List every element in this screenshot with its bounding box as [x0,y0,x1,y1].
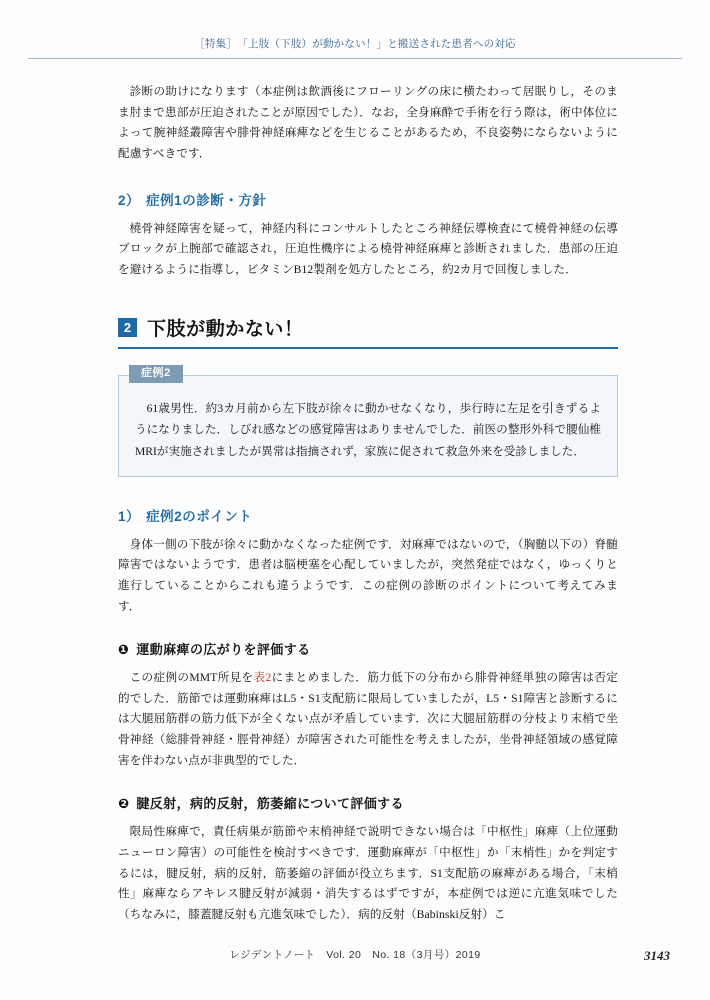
case2-tab-label: 症例2 [129,365,183,383]
section-heading-lower-limb [118,314,618,349]
bullet-marker-1: ❶ [118,642,130,658]
table-reference-link[interactable]: 表2 [253,671,272,685]
case2-box [118,367,618,476]
bullet-marker-2: ❷ [118,796,130,812]
page-footer [0,947,710,962]
heading-case2-title: 症例2のポイント [146,508,253,524]
journal-citation: レジデントノート Vol. 20 No. 18（3月号）2019 [229,949,481,961]
intro-paragraph: 診断の助けになります（本症例は飲酒後にフローリングの床に横たわって居眠りし，そのまま肘まで患部が圧迫されたことが原因でした）．なお，全身麻酔で手術を行う際は，術中体位によって腕神経叢障害や腓骨神経麻痺などを生じることがあるため，不良姿勢にならないように配慮すべきです． [118,85,618,160]
bullet-paragraph-1 [118,668,618,771]
heading-case1-title: 症例1の診断・方針 [146,192,267,208]
case1-diagnosis-paragraph: 橈骨神経障害を疑って，神経内科にコンサルトしたところ神経伝導検査にて橈骨神経の伝導ブロックが上腕部で確認され，圧迫性機序による橈骨神経麻痺と診断されました．患部の圧迫を避けるように指導し，ビタミンB12製剤を処方したところ，約2カ月で回復しました． [118,221,618,276]
bullet-heading-2 [118,793,618,812]
section-number-badge: 2 [118,318,137,337]
header-divider [28,58,682,59]
case2-text: 61歳男性．約3カ月前から左下肢が徐々に動かせなくなり，歩行時に左足を引きずるようになりました．しびれ感などの感覚障害はありませんでした．前医の整形外科で腰仙椎MRIが実施されましたが異常は指摘されず，家族に促されて救急外来を受診しました． [135,402,601,458]
bullet-heading-1 [118,639,618,658]
heading-case2-points [118,505,618,525]
bullet-1-text-post: にまとめました．筋力低下の分布から腓骨神経単独の障害は否定的でした．筋節では運動麻痺はL5・S1支配筋に限局していましたが，L5・S1障害と診断するには大腿屈筋群の筋力低下が全くない点が矛盾しています．次に大腿屈筋群の分枝より末梢で坐骨神経（総腓骨神経・脛骨神経）が障害された可能性を考えましたが，坐骨神経領域の感覚障害を伴わない点が非典型的でした． [118,671,619,767]
page-number: 3143 [644,948,670,963]
page-content [118,82,618,925]
bullet-title-2: 腱反射，病的反射，筋萎縮について評価する [136,796,404,812]
bullet-1-text-pre: この症例のMMT所見を [129,671,254,685]
running-head: ［特集］ 「上肢（下肢）が動かない！」と搬送された患者への対応 [194,38,516,50]
heading-case1-diagnosis [118,189,618,209]
case2-points-paragraph: 身体一側の下肢が徐々に動かなくなった症例です．対麻痺ではないので，（胸髄以下の）脊髄障害ではないようです．患者は脳梗塞を心配していましたが，突然発症ではなく，ゆっくりと進行していることからこれも違うようです．この症例の診断のポイントについて考えてみます． [118,537,618,613]
section-title: 下肢が動かない！ [147,319,304,341]
heading-case1-number: 2） [118,192,141,208]
bullet-title-1: 運動麻痺の広がりを評価する [136,642,311,658]
bullet-paragraph-2: 限局性麻痺で，責任病巣が筋節や末梢神経で説明できない場合は「中枢性」麻痺（上位運動ニューロン障害）の可能性を検討すべきです．運動麻痺が「中枢性」か「末梢性」かを判定するには，腱反射，病的反射，筋萎縮の評価が役立ちます．S1支配筋の麻痺がある場合，「末梢性」麻痺ならアキレス腱反射が減弱・消失するはずですが，本症例では逆に亢進気味でした（ちなみに，膝蓋腱反射も亢進気味でした）．病的反射（Babinski反射）こ [118,825,618,921]
heading-case2-number: 1） [118,508,141,524]
